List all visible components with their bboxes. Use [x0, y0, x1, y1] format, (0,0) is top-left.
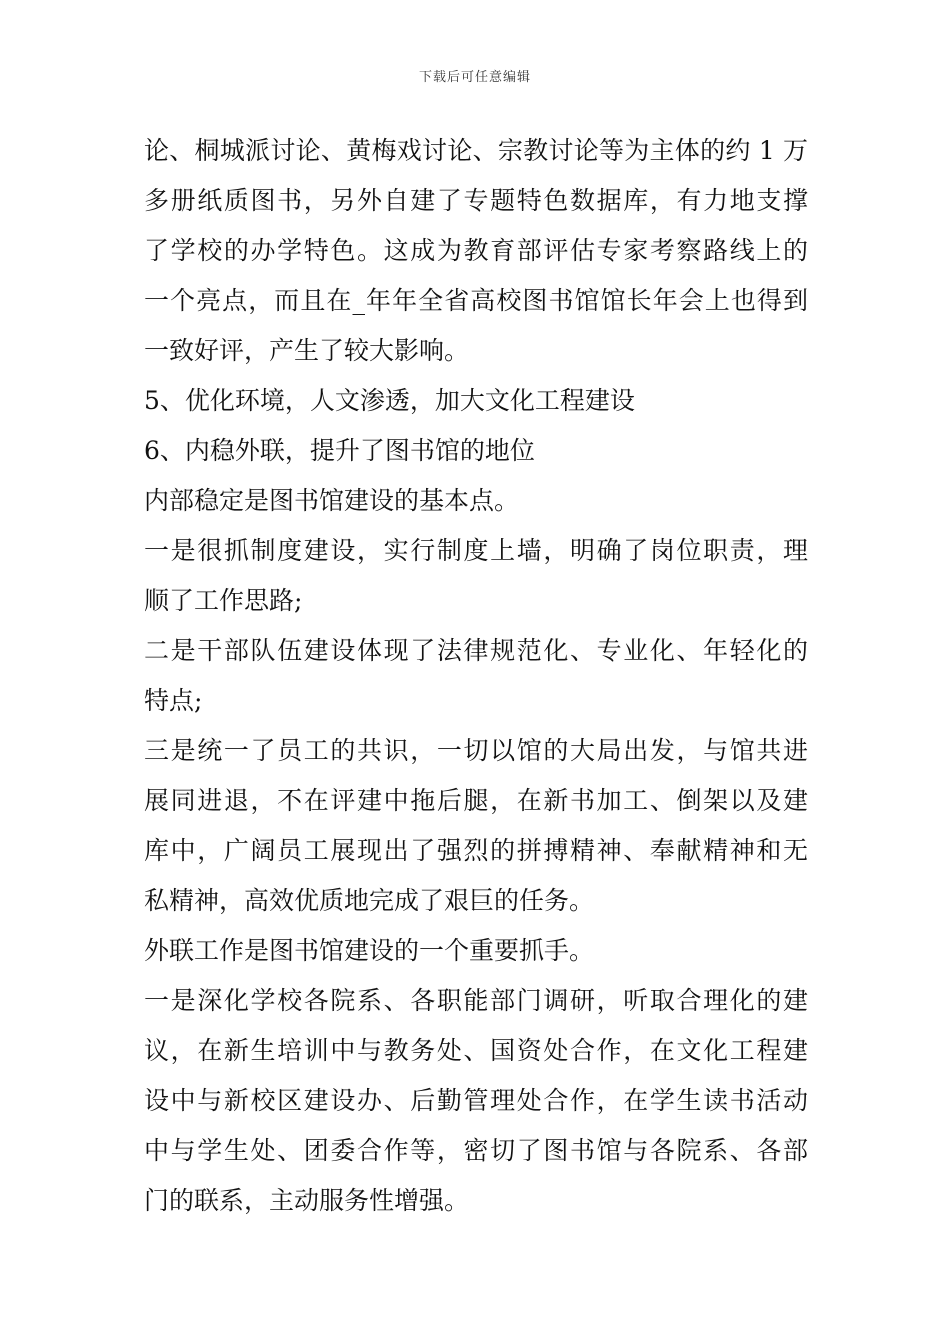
text-line: 中与学生处、团委合作等，密切了图书馆与各院系、各部 [144, 1136, 808, 1165]
text-line: 库中，广阔员工展现出了强烈的拼搏精神、奉献精神和无 [144, 836, 808, 865]
text-line: 外联工作是图书馆建设的一个重要抓手。 [144, 936, 595, 965]
document-body [144, 126, 808, 1226]
text-line: 门的联系，主动服务性增强。 [144, 1186, 470, 1215]
text-line: 顺了工作思路; [144, 586, 303, 615]
text-line: 一是很抓制度建设，实行制度上墙，明确了岗位职责，理 [144, 536, 808, 565]
text-line: 展同进退，不在评建中拖后腿，在新书加工、倒架以及建 [144, 786, 808, 815]
text-line: 一个亮点，而且在_年年全省高校图书馆馆长年会上也得到 [144, 286, 808, 315]
text-line: 三是统一了员工的共识，一切以馆的大局出发，与馆共进 [144, 736, 808, 765]
text-line: 二是干部队伍建设体现了法律规范化、专业化、年轻化的 [144, 636, 808, 665]
text-line: 一是深化学校各院系、各职能部门调研，听取合理化的建 [144, 986, 808, 1015]
text-line: 私精神，高效优质地完成了艰巨的任务。 [144, 886, 595, 915]
text-line: 设中与新校区建设办、后勤管理处合作，在学生读书活动 [144, 1086, 808, 1115]
page-header: 下载后可任意编辑 [418, 70, 531, 85]
text-line: 5、优化环境，人文渗透，加大文化工程建设 [144, 386, 635, 415]
text-line: 特点; [144, 686, 203, 715]
text-line: 6、内稳外联，提升了图书馆的地位 [144, 436, 535, 465]
text-line: 内部稳定是图书馆建设的基本点。 [144, 486, 520, 515]
text-line: 一致好评，产生了较大影响。 [144, 336, 470, 365]
text-line: 论、桐城派讨论、黄梅戏讨论、宗教讨论等为主体的约 1 万 [144, 136, 808, 165]
text-line: 多册纸质图书，另外自建了专题特色数据库，有力地支撑 [144, 186, 808, 215]
text-line: 了学校的办学特色。这成为教育部评估专家考察路线上的 [144, 236, 808, 265]
text-line: 议，在新生培训中与教务处、国资处合作，在文化工程建 [144, 1036, 808, 1065]
